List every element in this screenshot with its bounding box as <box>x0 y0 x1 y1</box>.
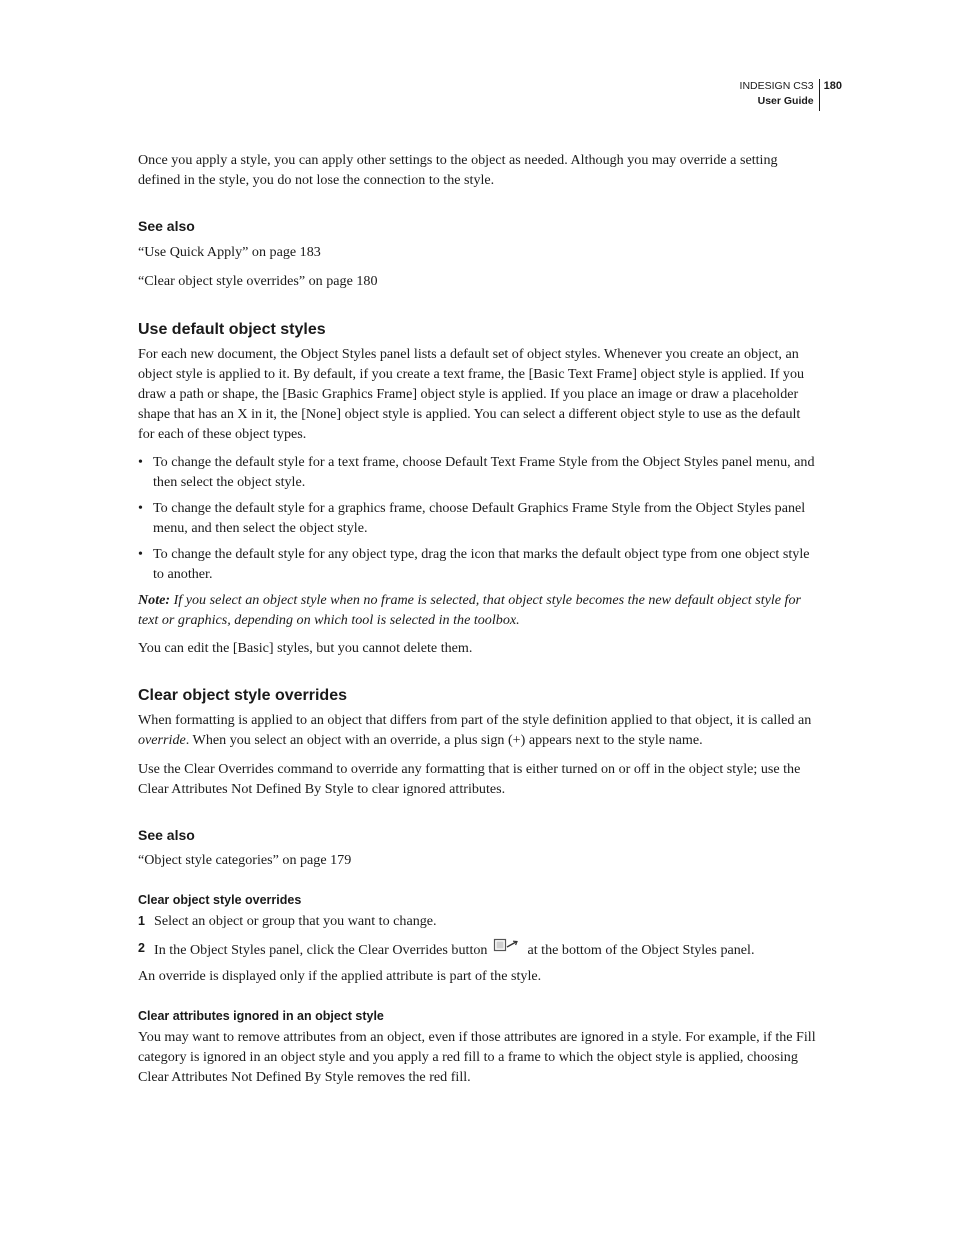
procedure-heading-clear-overrides: Clear object style overrides <box>138 893 302 907</box>
section-heading-default-styles: Use default object styles <box>138 321 326 338</box>
override-display-paragraph: An override is displayed only if the applied attribute is part of the style. <box>138 968 542 984</box>
bullet-glyph: • <box>138 454 143 470</box>
page-number: 180 <box>823 80 842 92</box>
header-guide: User Guide <box>757 95 814 107</box>
list-item-text: To change the default style for a graphics frame, choose Default Graphics Frame Style from the Object Styles panel menu, and then select the object style. <box>153 500 806 536</box>
procedure-heading-clear-attributes: Clear attributes ignored in an object style <box>138 1009 384 1023</box>
see-also-heading: See also <box>138 827 195 843</box>
note <box>138 590 818 630</box>
default-styles-list <box>138 452 818 584</box>
step-text-b: at the bottom of the Object Styles panel. <box>527 942 755 958</box>
clear-overrides-paragraph: Use the Clear Overrides command to override any formatting that is either turned on or off in the object style; use the Clear Attributes Not Defined By Style to clear ignored attributes. <box>138 761 801 797</box>
see-also-link[interactable]: “Clear object style overrides” on page 180 <box>138 273 378 289</box>
header-product: INDESIGN CS3 <box>739 80 814 92</box>
override-term: override <box>138 732 186 748</box>
step-1 <box>138 911 818 931</box>
step-text <box>154 938 754 960</box>
running-header <box>740 79 842 111</box>
step-number: 1 <box>138 914 145 928</box>
override-text-a: When formatting is applied to an object that differs from part of the style definition applied to that object, it is called an <box>138 712 812 728</box>
note-text: If you select an object style when no frame is selected, that object style becomes the new default object style for text or graphics, depending on which tool is selected in the toolbox. <box>138 592 802 628</box>
step-text: Select an object or group that you want to change. <box>154 913 437 929</box>
default-styles-paragraph: For each new document, the Object Styles panel lists a default set of object styles. Whenever you create an object, an object style is applied to it. By default, if you create a text frame, the [Basic Text Frame] object style is applied. If you draw a path or shape, the [Basic Graphics Frame] object style is applied. If you place an image or draw a placeholder shape that has an X in it, the [None] object style is applied. You can select a different object style to use as the default for each of these object types. <box>138 346 805 442</box>
step-2 <box>138 938 818 960</box>
step-number: 2 <box>138 941 145 955</box>
bullet-glyph: • <box>138 500 143 516</box>
see-also-link[interactable]: “Object style categories” on page 179 <box>138 852 352 868</box>
see-also-link[interactable]: “Use Quick Apply” on page 183 <box>138 244 321 260</box>
list-item-text: To change the default style for a text frame, choose Default Text Frame Style from the Object Styles panel menu, and then select the object style. <box>153 454 815 490</box>
override-text-b: . When you select an object with an override, a plus sign (+) appears next to the style name. <box>185 732 703 748</box>
override-paragraph <box>138 710 818 750</box>
step-text-a: In the Object Styles panel, click the Clear Overrides button <box>154 942 488 958</box>
list-item <box>138 544 818 584</box>
list-item-text: To change the default style for any object type, drag the icon that marks the default object type from one object style to another. <box>153 546 810 582</box>
header-titles <box>740 79 819 109</box>
clear-attributes-paragraph: You may want to remove attributes from an object, even if those attributes are ignored in a style. For example, if the Fill category is ignored in an object style and you apply a red fill to a frame to which the object style is applied, choosing Clear Attributes Not Defined By Style removes the red fill. <box>138 1029 816 1085</box>
intro-paragraph: Once you apply a style, you can apply other settings to the object as needed. Although you may override a setting defined in the style, you do not lose the connection to the style. <box>138 152 778 188</box>
basic-styles-paragraph: You can edit the [Basic] styles, but you cannot delete them. <box>138 640 473 656</box>
list-item <box>138 452 818 492</box>
note-label: Note: <box>138 592 171 608</box>
list-item <box>138 498 818 538</box>
page-body <box>138 150 818 1087</box>
clear-overrides-icon <box>493 938 521 956</box>
section-heading-clear-overrides: Clear object style overrides <box>138 687 347 704</box>
see-also-heading: See also <box>138 218 195 234</box>
bullet-glyph: • <box>138 546 143 562</box>
